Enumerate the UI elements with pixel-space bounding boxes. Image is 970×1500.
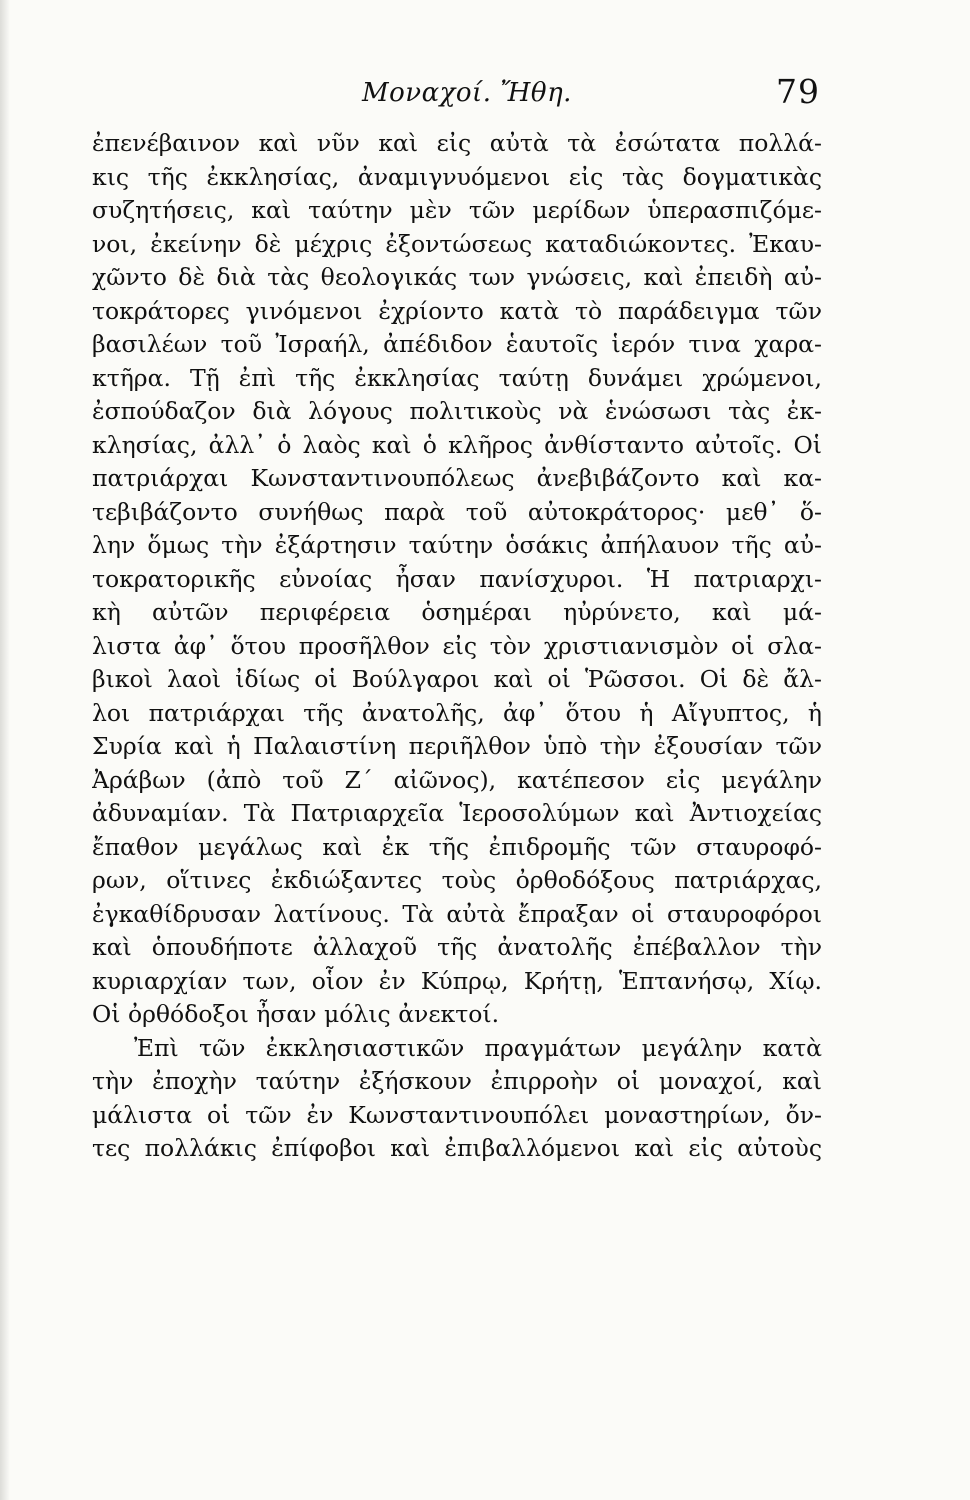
page-header [92,68,822,124]
text-line: ἀδυναμίαν. Τὰ Πατριαρχεῖα Ἱεροσολύμων καὶ Ἀντιοχείας [92,799,822,827]
body-text [92,127,822,1166]
text-line: λοι πατριάρχαι τῆς ἀνατολῆς, ἀφ᾽ ὅτου ἡ Αἴγυπτος, ἡ [92,698,822,727]
text-line: Ἀράβων (ἀπὸ τοῦ Ζ΄ αἰῶνος), κατέπεσον εἰς μεγάλην [92,765,822,794]
text-line: κλησίας, ἀλλ᾽ ὁ λαὸς καὶ ὁ κλῆρος ἀνθίσταντο αὐτοῖς. Οἱ [92,430,822,459]
text-line: ἔπαθον μεγάλως καὶ ἐκ τῆς ἐπιδρομῆς τῶν σταυροφό- [92,832,822,861]
text-line: λην ὅμως τὴν ἐξάρτησιν ταύτην ὁσάκις ἀπήλαυον τῆς αὐ- [92,531,822,559]
page-number: 79 [776,72,820,111]
text-line: Συρία καὶ ἡ Παλαιστίνη περιῆλθον ὑπὸ τὴν ἐξουσίαν τῶν [92,732,822,760]
text-line: ἐγκαθίδρυσαν λατίνους. Τὰ αὐτὰ ἔπραξαν οἱ σταυροφόροι [92,899,822,928]
text-line: τοκρατορικῆς εὐνοίας ἦσαν πανίσχυροι. Ἡ πατριαρχι- [92,564,822,593]
text-line: λιστα ἀφ᾽ ὅτου προσῆλθον εἰς τὸν χριστιανισμὸν οἱ σλα- [92,631,822,660]
text-line: βασιλέων τοῦ Ἰσραήλ, ἀπέδιδον ἑαυτοῖς ἱερόν τινα χαρα- [92,330,822,358]
text-line: κὴ αὐτῶν περιφέρεια ὁσημέραι ηὐρύνετο, καὶ μά- [92,598,822,626]
text-line: καὶ ὁπουδήποτε ἀλλαχοῦ τῆς ἀνατολῆς ἐπέβαλλον τὴν [92,933,822,961]
text-line: Οἱ ὀρθόδοξοι ἦσαν μόλις ἀνεκτοί. [92,1000,500,1028]
text-line: τὴν ἐποχὴν ταύτην ἐξήσκουν ἐπιρροὴν οἱ μοναχοί, καὶ [92,1067,822,1095]
text-line: κτῆρα. Τῇ ἐπὶ τῆς ἐκκλησίας ταύτῃ δυνάμει χρώμενοι, [92,363,822,392]
text-line: κυριαρχίαν των, οἷον ἐν Κύπρῳ, Κρήτῃ, Ἑπτανήσῳ, Χίῳ. [92,966,822,995]
text-line: τοκράτορες γινόμενοι ἐχρίοντο κατὰ τὸ παράδειγμα τῶν [92,296,822,325]
text-line: ἐπενέβαινον καὶ νῦν καὶ εἰς αὐτὰ τὰ ἐσώτατα πολλά- [92,129,822,157]
text-line: συζητήσεις, καὶ ταύτην μὲν τῶν μερίδων ὑπερασπιζόμε- [92,196,822,224]
text-line: ρων, οἵτινες ἐκδιώξαντες τοὺς ὀρθοδόξους πατριάρχας, [92,866,822,894]
text-line: τεβιβάζοντο συνήθως παρὰ τοῦ αὐτοκράτορος· μεθ᾽ ὅ- [92,497,822,526]
page-binding-edge [0,0,10,1500]
text-line: πατριάρχαι Κωνσταντινουπόλεως ἀνεβιβάζοντο καὶ κα- [92,464,822,492]
text-line: χῶντο δὲ διὰ τὰς θεολογικάς των γνώσεις, καὶ ἐπειδὴ αὐ- [92,263,822,291]
text-line: νοι, ἐκείνην δὲ μέχρις ἐξοντώσεως καταδιώκοντες. Ἐκαυ- [92,229,822,258]
text-line: Ἐπὶ τῶν ἐκκλησιαστικῶν πραγμάτων μεγάλην κατὰ [134,1033,822,1062]
text-line: κις τῆς ἐκκλησίας, ἀναμιγνυόμενοι εἰς τὰς δογματικὰς [92,162,822,191]
running-title: Μοναχοί. Ἤθη. [362,78,572,108]
text-line: μάλιστα οἱ τῶν ἐν Κωνσταντινουπόλει μοναστηρίων, ὄν- [92,1100,822,1129]
text-line: ἐσπούδαζον διὰ λόγους πολιτικοὺς νὰ ἑνώσωσι τὰς ἐκ- [92,397,822,425]
text-line: τες πολλάκις ἐπίφοβοι καὶ ἐπιβαλλόμενοι καὶ εἰς αὐτοὺς [92,1134,822,1162]
text-line: βικοὶ λαοὶ ἰδίως οἱ Βούλγαροι καὶ οἱ Ῥῶσσοι. Οἱ δὲ ἄλ- [92,665,822,693]
